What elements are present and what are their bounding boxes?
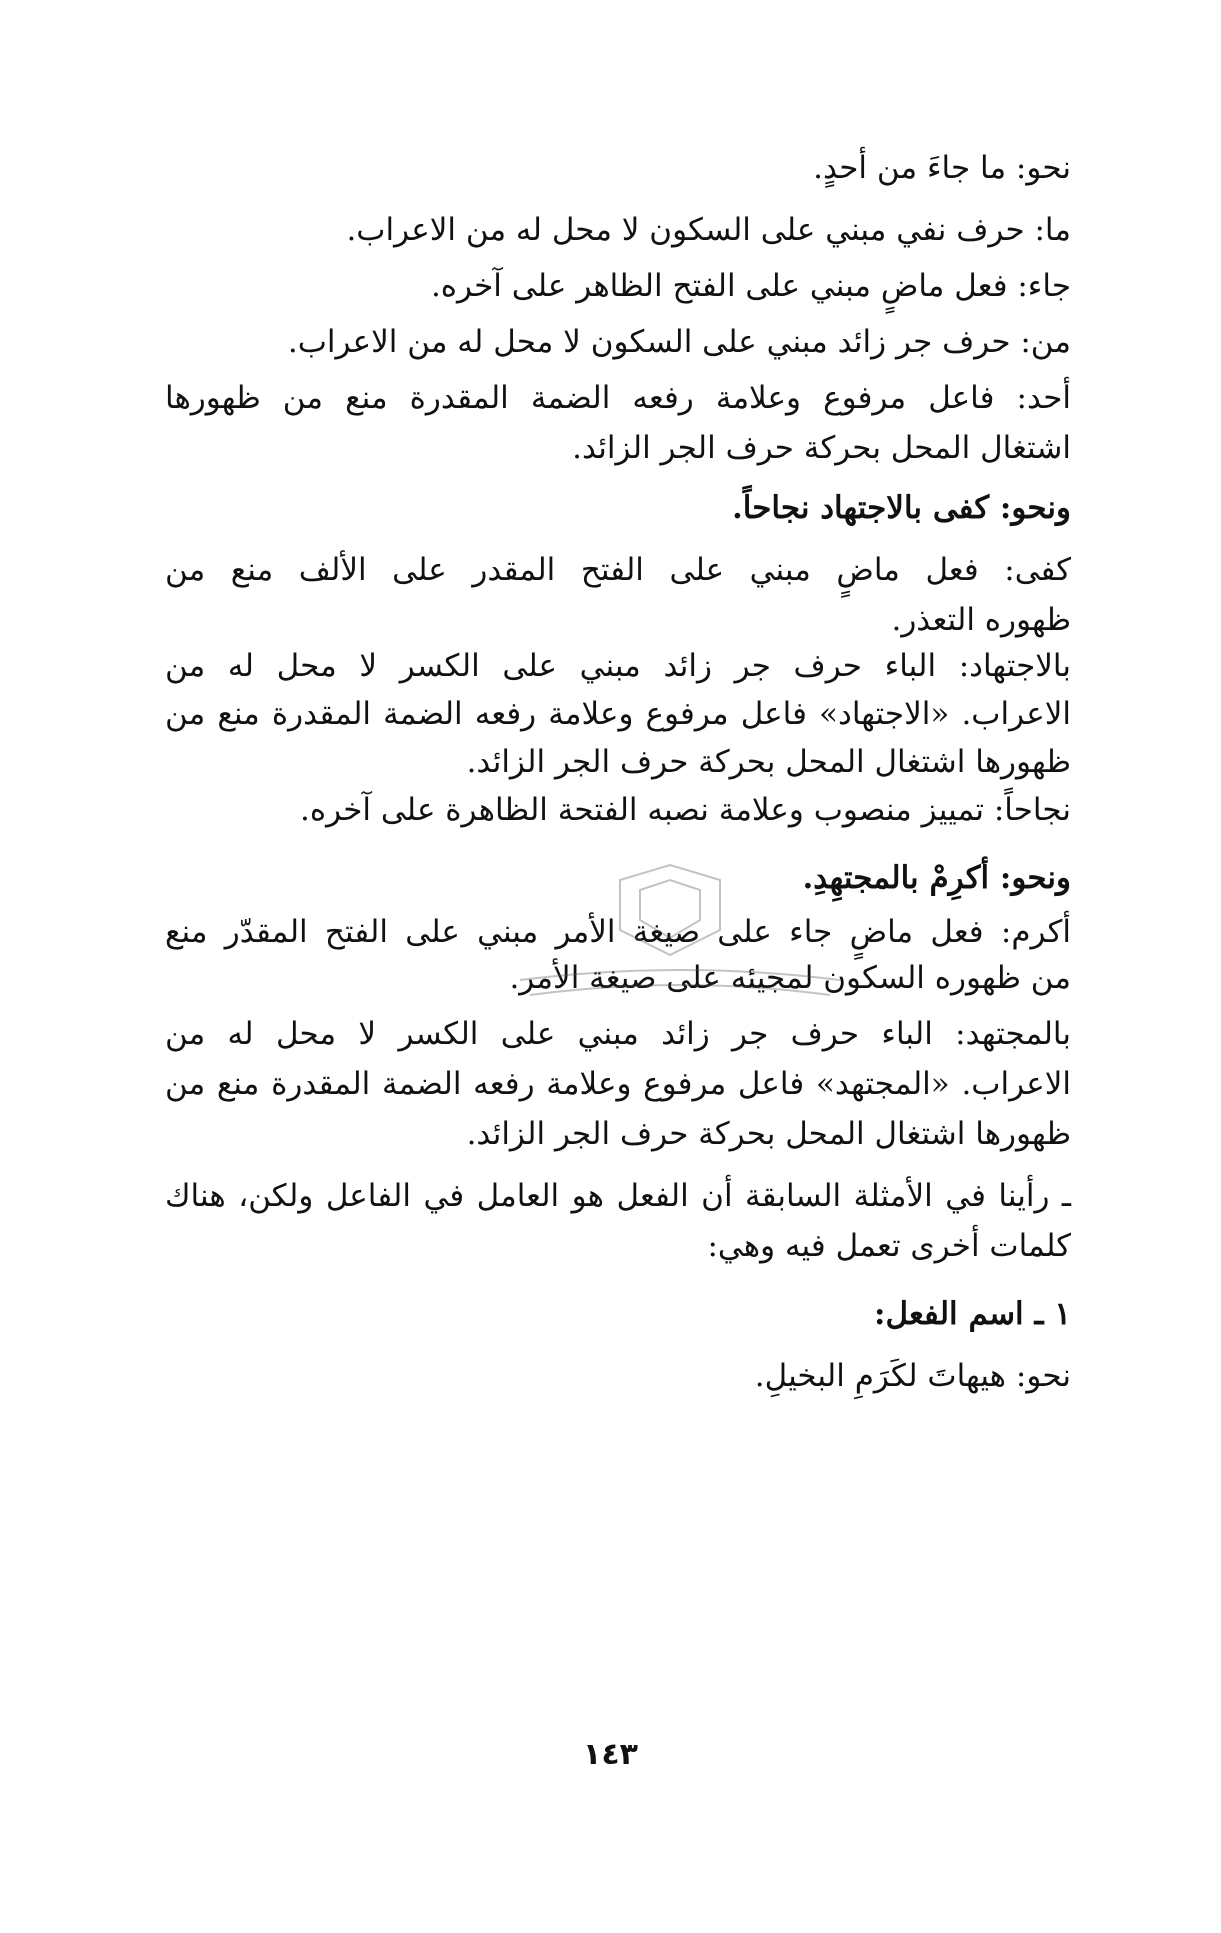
example-sentence-1: نحو: ما جاءَ من أحدٍ. [813, 150, 1071, 186]
parse-kafa-line-2: ظهوره التعذر. [891, 602, 1071, 638]
example-sentence-3: ونحو: أكرِمْ بالمجتهِدِ. [802, 860, 1071, 896]
parse-ma: ما: حرف نفي مبني على السكون لا محل له من الاعراب. [346, 212, 1071, 248]
summary-paragraph-line-2: كلمات أخرى تعمل فيه وهي: [707, 1228, 1071, 1264]
parse-jaa: جاء: فعل ماضٍ مبني على الفتح الظاهر على آخره. [430, 268, 1071, 304]
parse-bilmujtahid-line-2: الاعراب. «المجتهد» فاعل مرفوع وعلامة رفعه الضمة المقدرة منع من [165, 1066, 1071, 1102]
summary-paragraph-line-1: ـ رأينا في الأمثلة السابقة أن الفعل هو العامل في الفاعل ولكن، هناك [165, 1178, 1071, 1214]
parse-kafa-line-1: كفى: فعل ماضٍ مبني على الفتح المقدر على الألف منع من [165, 552, 1071, 588]
parse-najahan: نجاحاً: تمييز منصوب وعلامة نصبه الفتحة الظاهرة على آخره. [300, 792, 1071, 828]
parse-bilmujtahid-line-1: بالمجتهد: الباء حرف جر زائد مبني على الكسر لا محل له من [165, 1016, 1071, 1052]
section-heading-ism-alfiel: ١ ـ اسم الفعل: [874, 1296, 1071, 1332]
parse-ahad-line-1: أحد: فاعل مرفوع وعلامة رفعه الضمة المقدرة منع من ظهورها [165, 380, 1071, 416]
parse-min: من: حرف جر زائد مبني على السكون لا محل له من الاعراب. [287, 324, 1071, 360]
example-sentence-4: نحو: هيهاتَ لكَرَمِ البخيلِ. [754, 1358, 1071, 1394]
parse-ahad-line-2: اشتغال المحل بحركة حرف الجر الزائد. [572, 430, 1071, 466]
parse-akrim-line-1: أكرم: فعل ماضٍ جاء على صيغة الأمر مبني على الفتح المقدّر منع [165, 914, 1071, 950]
example-sentence-2: ونحو: كفى بالاجتهاد نجاحاً. [731, 490, 1071, 526]
parse-akrim-line-2: من ظهوره السكون لمجيئه على صيغة الأمر. [509, 960, 1071, 996]
library-seal-watermark [500, 860, 860, 1010]
parse-bilmujtahid-line-3: ظهورها اشتغال المحل بحركة حرف الجر الزائد. [466, 1116, 1071, 1152]
parse-bilijtihad-line-1: بالاجتهاد: الباء حرف جر زائد مبني على الكسر لا محل له من [165, 648, 1071, 684]
parse-bilijtihad-line-2: الاعراب. «الاجتهاد» فاعل مرفوع وعلامة رفعه الضمة المقدرة منع من [165, 696, 1071, 732]
page-number: ١٤٣ [583, 1737, 638, 1772]
parse-bilijtihad-line-3: ظهورها اشتغال المحل بحركة حرف الجر الزائد. [466, 744, 1071, 780]
